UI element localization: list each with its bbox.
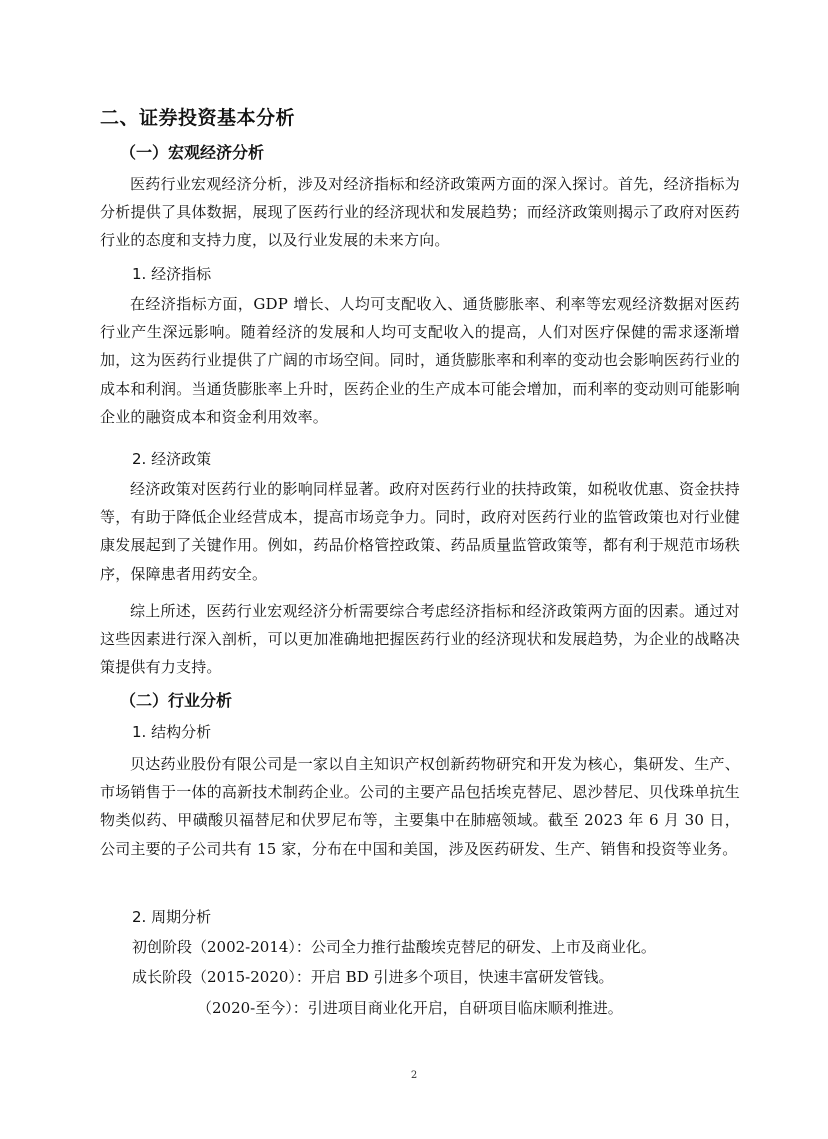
subsection-title-industry: （二）行业分析 <box>120 691 233 710</box>
cycle-stage-current: （2020-至今）：引进项目商业化开启，自研项目临床顺利推进。 <box>197 999 623 1017</box>
page-number: 2 <box>410 1070 418 1081</box>
subsection-title-macro: （一）宏观经济分析 <box>120 143 265 162</box>
heading-econ-policy: 2. 经济政策 <box>132 450 212 468</box>
section-title: 二、证券投资基本分析 <box>100 107 296 129</box>
paragraph-intro: 医药行业宏观经济分析，涉及对经济指标和经济政策两方面的深入探讨。首先，经济指标为分析提供了具体数据，展现了医药行业的经济现状和发展趋势；而经济政策则揭示了政府对医药行业的态度和支持力度，以及行业发展的未来方向。 <box>100 175 740 250</box>
heading-cycle: 2. 周期分析 <box>132 908 212 926</box>
paragraph-econ-indicators: 在经济指标方面，GDP 增长、人均可支配收入、通货膨胀率、利率等宏观经济数据对医药行业产生深远影响。随着经济的发展和人均可支配收入的提高，人们对医疗保健的需求逐渐增加，这为医药行业提供了广阔的市场空间。同时，通货膨胀率和利率的变动也会影响医药行业的成本和利润。当通货膨胀率上升时，医药企业的生产成本可能会增加，而利率的变动则可能影响企业的融资成本和资金利用效率。 <box>100 295 740 426</box>
paragraph-econ-policy: 经济政策对医药行业的影响同样显著。政府对医药行业的扶持政策，如税收优惠、资金扶持等，有助于降低企业经营成本，提高市场竞争力。同时，政府对医药行业的监管政策也对行业健康发展起到了关键作用。例如，药品价格管控政策、药品质量监管政策等，都有利于规范市场秩序，保障患者用药安全。 <box>100 480 740 583</box>
cycle-stage-startup: 初创阶段（2002-2014）：公司全力推行盐酸埃克替尼的研发、上市及商业化。 <box>132 938 656 956</box>
paragraph-structure: 贝达药业股份有限公司是一家以自主知识产权创新药物研究和开发为核心，集研发、生产、市场销售于一体的高新技术制药企业。公司的主要产品包括埃克替尼、恩沙替尼、贝伐珠单抗生物类似药、甲磺酸贝福替尼和伏罗尼布等，主要集中在肺癌领域。截至 2023 年 6 月 30 日，公司主要的子公司共有 15 家，分布在中国和美国，涉及医药研发、生产、销售和投资等业务。 <box>100 755 740 858</box>
paragraph-summary: 综上所述，医药行业宏观经济分析需要综合考虑经济指标和经济政策两方面的因素。通过对这些因素进行深入剖析，可以更加准确地把握医药行业的经济现状和发展趋势，为企业的战略决策提供有力支持。 <box>100 602 740 677</box>
heading-structure: 1. 结构分析 <box>132 723 212 741</box>
cycle-stage-growth: 成长阶段（2015-2020）：开启 BD 引进多个项目，快速丰富研发管钱。 <box>132 968 614 986</box>
heading-econ-indicators: 1. 经济指标 <box>132 265 212 283</box>
